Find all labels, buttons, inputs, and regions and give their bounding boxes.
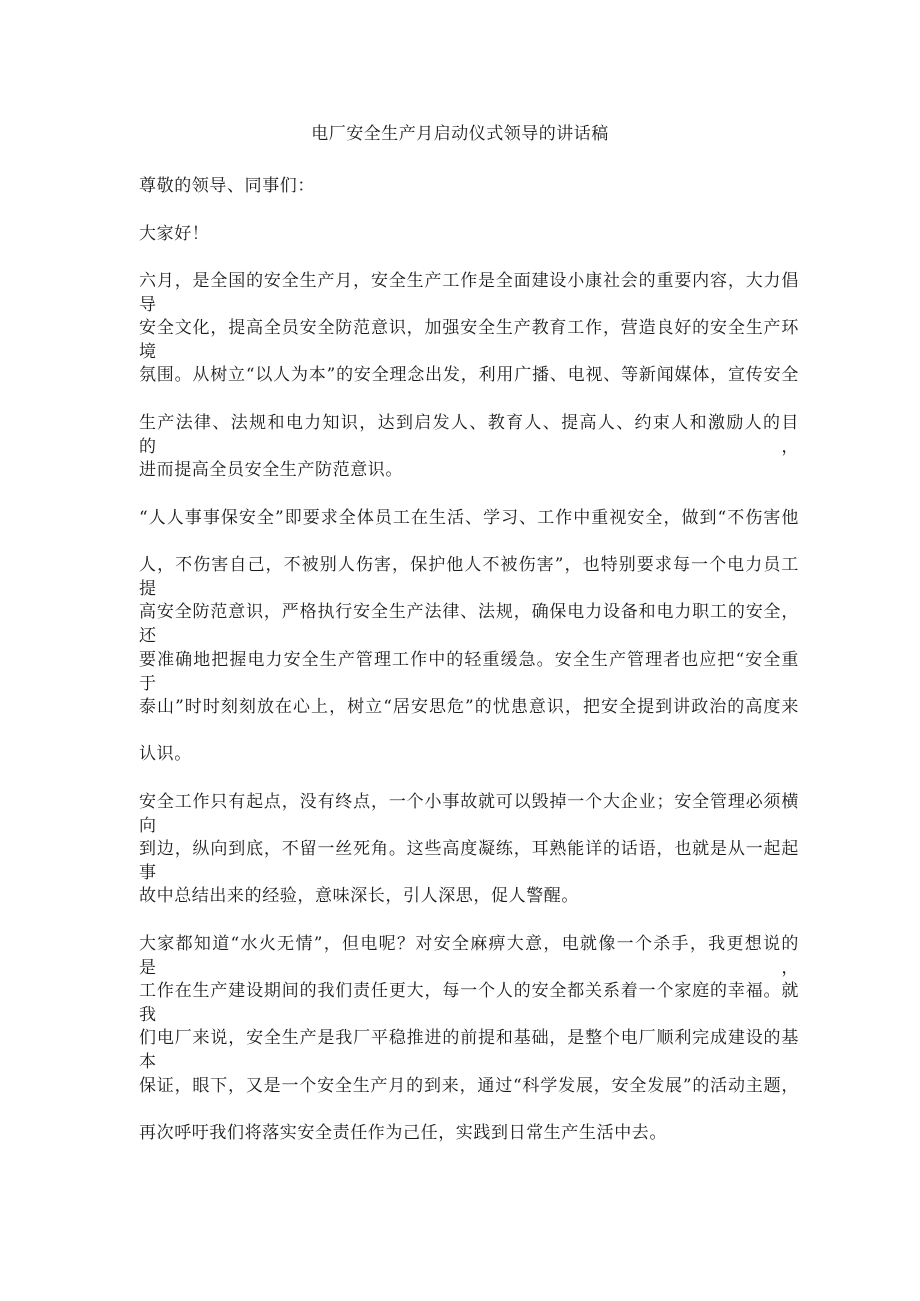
paragraph-2-line-2: 人，不伤害自己，不被别人伤害，保护他人不被伤害”，也特别要求每一个电力员工提 [139, 555, 799, 599]
paragraph-1-line-5: 进而提高全员安全生产防范意识。 [139, 460, 403, 480]
paragraph-1-line-4: 生产法律、法规和电力知识，达到启发人、教育人、提高人、约束人和激励人的目的， [139, 413, 799, 457]
paragraph-4-line-4: 保证，眼下，又是一个安全生产月的到来，通过“科学发展，安全发展”的活动主题， [139, 1076, 799, 1096]
document-title: 电厂安全生产月启动仪式领导的讲话稿 [311, 124, 609, 144]
paragraph-1-line-3: 氛围。从树立“以人为本”的安全理念出发，利用广播、电视、等新闻媒体，宣传安全 [139, 365, 799, 385]
paragraph-1-line-2: 安全文化，提高全员安全防范意识，加强安全生产教育工作，营造良好的安全生产环境 [139, 318, 799, 362]
paragraph-2-line-4: 要准确地把握电力安全生产管理工作中的轻重缓急。安全生产管理者也应把“安全重于 [139, 650, 799, 694]
paragraph-4-line-3: 们电厂来说，安全生产是我厂平稳推进的前提和基础，是整个电厂顺利完成建设的基本 [139, 1028, 799, 1072]
paragraph-4-line-1: 大家都知道“水火无情”，但电呢？对安全麻痹大意，电就像一个杀手，我更想说的是， [139, 934, 799, 978]
paragraph-3-line-3: 故中总结出来的经验，意味深长，引人深思，促人警醒。 [139, 886, 579, 906]
paragraph-2-line-5: 泰山”时时刻刻放在心上，树立“居安思危”的忧患意识，把安全提到讲政治的高度来 [139, 697, 799, 717]
paragraph-2-line-3: 高安全防范意识，严格执行安全生产法律、法规，确保电力设备和电力职工的安全，还 [139, 602, 799, 646]
paragraph-3-line-2: 到边，纵向到底，不留一丝死角。这些高度凝练，耳熟能详的话语，也就是从一起起事 [139, 839, 799, 883]
paragraph-2-line-6: 认识。 [139, 744, 192, 764]
paragraph-4-line-5: 再次呼吁我们将落实安全责任作为己任，实践到日常生产生活中去。 [139, 1123, 667, 1143]
paragraph-4-line-2: 工作在生产建设期间的我们责任更大，每一个人的安全都关系着一个家庭的幸福。就我 [139, 981, 799, 1025]
salutation: 尊敬的领导、同事们： [139, 176, 315, 196]
paragraph-1-line-1: 六月，是全国的安全生产月，安全生产工作是全面建设小康社会的重要内容，大力倡导 [139, 271, 799, 315]
paragraph-2-line-1: “人人事事保安全”即要求全体员工在生活、学习、工作中重视安全，做到“不伤害他 [139, 508, 799, 528]
paragraph-3-line-1: 安全工作只有起点，没有终点，一个小事故就可以毁掉一个大企业；安全管理必须横向 [139, 792, 799, 836]
greeting: 大家好！ [139, 224, 210, 244]
